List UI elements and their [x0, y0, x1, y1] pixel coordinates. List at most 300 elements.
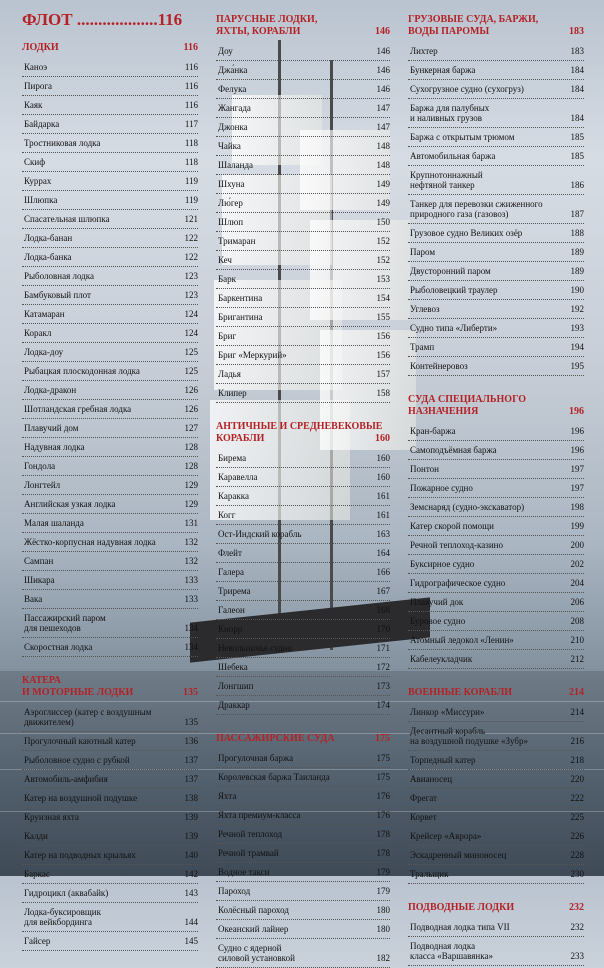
- toc-entry: [408, 650, 584, 669]
- toc-entry-label: Судно типа «Либерти»: [410, 323, 498, 333]
- toc-entry-label: Пароход: [218, 886, 251, 896]
- toc-entry: [216, 384, 390, 403]
- toc-entry: [22, 884, 198, 903]
- toc-entry: [408, 281, 584, 300]
- toc-entry: [22, 903, 198, 932]
- toc-entry-label: Джонка: [218, 122, 248, 132]
- toc-entry-label: Галера: [218, 567, 245, 577]
- toc-entry-page: 189: [570, 266, 584, 276]
- toc-entry-page: 158: [376, 388, 390, 398]
- toc-entry-label: Корвет: [410, 812, 437, 822]
- toc-entry-page: 146: [376, 84, 390, 94]
- toc-entry-page: 146: [376, 46, 390, 56]
- toc-entry: [216, 658, 390, 677]
- toc-entry-label: Куррах: [24, 176, 52, 186]
- toc-entry: [216, 901, 390, 920]
- toc-entry-page: 119: [184, 176, 198, 186]
- toc-entry: [408, 357, 584, 376]
- toc-entry: [22, 703, 198, 732]
- toc-entry-page: 146: [376, 65, 390, 75]
- toc-entry-label: Баржа с открытым трюмом: [410, 132, 515, 142]
- toc-entry-label: Шикара: [24, 575, 55, 585]
- toc-entry-label: Атомный ледокол «Ленин»: [410, 635, 514, 645]
- toc-entry-label: Океанский лайнер: [218, 924, 289, 934]
- toc-entry: [22, 210, 198, 229]
- toc-entry-label: Буксирное судно: [410, 559, 475, 569]
- section-heading-line: АНТИЧНЫЕ И СРЕДНЕВЕКОВЫЕ: [216, 421, 383, 432]
- toc-entry: [408, 631, 584, 650]
- toc-entry-label: Баркентина: [218, 293, 263, 303]
- toc-entry: [22, 789, 198, 808]
- toc-entry-page: 155: [376, 312, 390, 322]
- toc-entry: [216, 582, 390, 601]
- toc-entry-page: 123: [184, 271, 198, 281]
- toc-entry-page: 147: [376, 103, 390, 113]
- toc-entry-page: 121: [184, 214, 198, 224]
- toc-entry-label: Бриг «Меркурий»: [218, 350, 287, 360]
- toc-entry: [216, 42, 390, 61]
- toc-entry: [22, 827, 198, 846]
- toc-entry-label: Баркас: [24, 869, 50, 879]
- toc-entry-page: 178: [376, 848, 390, 858]
- toc-entry: [216, 327, 390, 346]
- section-heading: [216, 733, 390, 745]
- toc-entry-label: Королевская баржа Таиланда: [218, 772, 330, 782]
- toc-entry-page: 228: [570, 850, 584, 860]
- section-heading: [408, 687, 584, 699]
- toc-entry-page: 128: [184, 461, 198, 471]
- toc-entry-page: 127: [184, 423, 198, 433]
- toc-entry-page: 124: [184, 309, 198, 319]
- toc-entry-page: 222: [570, 793, 584, 803]
- toc-entry-label: Бриг: [218, 331, 237, 341]
- toc-entry-page: 148: [376, 141, 390, 151]
- toc-entry-page: 188: [570, 228, 584, 238]
- toc-entry: [22, 96, 198, 115]
- toc-entry-page: 226: [570, 831, 584, 841]
- section-heading-line: И МОТОРНЫЕ ЛОДКИ: [22, 687, 134, 698]
- toc-entry-page: 161: [376, 491, 390, 501]
- toc-entry-label: Паром: [410, 247, 436, 257]
- toc-entry-label: Тримаран: [218, 236, 256, 246]
- toc-entry-label: и наливных грузов: [410, 113, 482, 123]
- toc-entry-page: 160: [376, 472, 390, 482]
- toc-entry-page: 179: [376, 886, 390, 896]
- toc-entry-page: 200: [570, 540, 584, 550]
- toc-entry-page: 180: [376, 905, 390, 915]
- toc-entry: [22, 751, 198, 770]
- toc-entry-label: Катер на воздушной подушке: [24, 793, 138, 803]
- toc-entry-label: Буровое судно: [410, 616, 466, 626]
- section-gap: [408, 669, 584, 687]
- toc-entry-label: Крейсер «Аврора»: [410, 831, 482, 841]
- toc-entry-label: Невольничье судно: [218, 643, 292, 653]
- toc-entry-label: Рыболовная лодка: [24, 271, 94, 281]
- toc-entry-page: 128: [184, 442, 198, 452]
- toc-entry-page: 122: [184, 233, 198, 243]
- toc-entry-page: 125: [184, 347, 198, 357]
- toc-entry-label: Лодка-буксировщик: [24, 907, 101, 917]
- toc-entry: [216, 308, 390, 327]
- toc-entry-label: Каноэ: [24, 62, 48, 72]
- toc-entry: [216, 468, 390, 487]
- toc-entry-page: 232: [570, 922, 584, 932]
- toc-entry-label: Жангада: [218, 103, 251, 113]
- toc-entry: [22, 305, 198, 324]
- toc-entry-label: Галеон: [218, 605, 245, 615]
- toc-entry: [216, 601, 390, 620]
- section-page-number: 196: [569, 406, 584, 417]
- toc-entry-label: Фелука: [218, 84, 247, 94]
- toc-entry: [22, 58, 198, 77]
- toc-entry-label: Бирема: [218, 453, 247, 463]
- toc-entry: [22, 400, 198, 419]
- toc-entry-page: 225: [570, 812, 584, 822]
- toc-entry-label: Углевоз: [410, 304, 440, 314]
- toc-entry-page: 147: [376, 122, 390, 132]
- toc-entry: [408, 147, 584, 166]
- toc-entry-label: для вейкбординга: [24, 917, 92, 927]
- toc-entry: [408, 338, 584, 357]
- toc-entry: [22, 590, 198, 609]
- toc-entry-page: 184: [570, 84, 584, 94]
- toc-entry-page: 134: [184, 642, 198, 652]
- toc-entry: [22, 267, 198, 286]
- toc-entry-label: Барк: [218, 274, 237, 284]
- section-heading-line: ВОДЫ ПАРОМЫ: [408, 26, 490, 37]
- toc-entry-page: 206: [570, 597, 584, 607]
- section-heading-line: СУДА СПЕЦИАЛЬНОГО: [408, 394, 526, 405]
- toc-entry: [408, 593, 584, 612]
- toc-entry-label: класса «Варшавянка»: [410, 951, 493, 961]
- section-page-number: 160: [375, 433, 390, 444]
- toc-entry: [408, 789, 584, 808]
- toc-entry-page: 116: [184, 62, 198, 72]
- toc-entry-page: 152: [376, 255, 390, 265]
- toc-entry: [216, 620, 390, 639]
- toc-entry-label: Десантный корабль: [410, 726, 486, 736]
- toc-entry-label: Пассажирский паром: [24, 613, 106, 623]
- toc-entry: [22, 808, 198, 827]
- section-page-number: 175: [375, 733, 390, 744]
- toc-entry-page: 172: [376, 662, 390, 672]
- toc-entry-label: Джа́нка: [218, 65, 248, 75]
- toc-entry-label: Крупнотоннажный: [410, 170, 483, 180]
- toc-entry-label: движителем): [24, 717, 74, 727]
- toc-entry-label: Бамбуковый плот: [24, 290, 91, 300]
- toc-entry-page: 138: [184, 793, 198, 803]
- toc-entry-page: 144: [184, 917, 198, 927]
- toc-entry-label: Аэроглиссер (катер с воздушным: [24, 707, 152, 717]
- toc-entry-page: 214: [570, 707, 584, 717]
- toc-entry-page: 186: [570, 180, 584, 190]
- toc-entry: [216, 365, 390, 384]
- toc-entry: [408, 224, 584, 243]
- toc-entry: [216, 525, 390, 544]
- section-heading-line: ГРУЗОВЫЕ СУДА, БАРЖИ,: [408, 14, 539, 25]
- toc-entry-label: на воздушной подушке «Зубр»: [410, 736, 528, 746]
- toc-entry: [216, 563, 390, 582]
- section-heading-line: КОРАБЛИ: [216, 433, 265, 444]
- toc-entry-label: Яхта премиум-класса: [218, 810, 301, 820]
- toc-entry-label: Катер скорой помощи: [410, 521, 494, 531]
- toc-entry-page: 152: [376, 236, 390, 246]
- toc-entry-page: 163: [376, 529, 390, 539]
- toc-entry-page: 160: [376, 453, 390, 463]
- toc-entry: [22, 134, 198, 153]
- section-page-number: 214: [569, 687, 584, 698]
- toc-entry: [216, 920, 390, 939]
- toc-entry: [22, 172, 198, 191]
- toc-entry-label: Лодка-доу: [24, 347, 64, 357]
- section-gap: [216, 403, 390, 421]
- toc-entry-label: Катер на подводных крыльях: [24, 850, 136, 860]
- toc-entry-page: 199: [570, 521, 584, 531]
- toc-entry-label: Баржа для палубных: [410, 103, 490, 113]
- toc-entry-page: 132: [184, 556, 198, 566]
- toc-entry: [22, 248, 198, 267]
- toc-entry-page: 137: [184, 755, 198, 765]
- toc-entry-page: 119: [184, 195, 198, 205]
- toc-entry-label: Рыболовное судно с рубкой: [24, 755, 130, 765]
- toc-entry-page: 156: [376, 350, 390, 360]
- toc-entry-label: Лихтер: [410, 46, 438, 56]
- toc-entry: [216, 506, 390, 525]
- toc-entry: [216, 939, 390, 968]
- toc-entry: [22, 552, 198, 571]
- toc-entry-page: 148: [376, 160, 390, 170]
- toc-entry-label: Гидрографическое судно: [410, 578, 506, 588]
- toc-entry-page: 116: [184, 81, 198, 91]
- toc-entry-label: Шебека: [218, 662, 248, 672]
- toc-entry-page: 220: [570, 774, 584, 784]
- toc-entry: [216, 118, 390, 137]
- toc-entry-label: Жёстко-корпусная надувная лодка: [24, 537, 156, 547]
- toc-entry-label: Плавучий док: [410, 597, 464, 607]
- toc-entry-page: 197: [570, 464, 584, 474]
- toc-entry-label: Драккар: [218, 700, 250, 710]
- toc-entry-label: нефтяной танкер: [410, 180, 475, 190]
- toc-entry: [408, 300, 584, 319]
- section-page-number: 116: [183, 42, 198, 53]
- toc-entry: [22, 419, 198, 438]
- toc-entry: [216, 787, 390, 806]
- toc-entry: [216, 639, 390, 658]
- toc-entry: [408, 319, 584, 338]
- toc-entry-label: Автомобиль-амфибия: [24, 774, 108, 784]
- toc-entry-label: Шаланда: [218, 160, 254, 170]
- toc-entry-label: Автомобильная баржа: [410, 151, 496, 161]
- toc-entry-label: Грузовое судно Великих озёр: [410, 228, 523, 238]
- section-heading-line: ЯХТЫ, КОРАБЛИ: [216, 26, 301, 37]
- toc-entry: [408, 937, 584, 966]
- toc-entry: [408, 770, 584, 789]
- toc-entry-page: 212: [570, 654, 584, 664]
- section-gap: [22, 657, 198, 675]
- toc-entry-page: 126: [184, 404, 198, 414]
- toc-column-1: [22, 0, 198, 951]
- toc-entry: [216, 882, 390, 901]
- toc-entry: [408, 128, 584, 147]
- toc-entry: [22, 476, 198, 495]
- toc-entry: [408, 479, 584, 498]
- toc-entry: [408, 517, 584, 536]
- toc-entry-label: для пешеходов: [24, 623, 81, 633]
- toc-entry: [216, 696, 390, 715]
- toc-entry-label: Надувная лодка: [24, 442, 85, 452]
- toc-entry-page: 230: [570, 869, 584, 879]
- toc-entry: [22, 457, 198, 476]
- toc-entry: [408, 422, 584, 441]
- section-heading-line: ПОДВОДНЫЕ ЛОДКИ: [408, 902, 515, 913]
- toc-entry-page: 153: [376, 274, 390, 284]
- toc-entry: [22, 770, 198, 789]
- section-page-number: 135: [183, 687, 198, 698]
- toc-entry-page: 129: [184, 499, 198, 509]
- section-heading-line: КАТЕРА: [22, 675, 61, 686]
- toc-entry-page: 131: [184, 518, 198, 528]
- toc-entry-label: Ладья: [218, 369, 241, 379]
- toc-entry: [216, 270, 390, 289]
- toc-entry-page: 124: [184, 328, 198, 338]
- toc-entry-label: Танкер для перевозки сжиженного: [410, 199, 543, 209]
- toc-entry-label: Авианосец: [410, 774, 453, 784]
- toc-entry-page: 157: [376, 369, 390, 379]
- toc-entry-label: Судно с ядерной: [218, 943, 282, 953]
- toc-entry-label: Понтон: [410, 464, 439, 474]
- toc-entry-page: 185: [570, 132, 584, 142]
- toc-entry-page: 154: [376, 293, 390, 303]
- toc-entry-page: 145: [184, 936, 198, 946]
- toc-entry-label: Лю́гер: [218, 198, 243, 208]
- toc-entry-label: Бригантина: [218, 312, 263, 322]
- toc-entry-label: Шотландская гребная лодка: [24, 404, 132, 414]
- toc-entry-label: природного газа (газовоз): [410, 209, 509, 219]
- section-page-number: 183: [569, 26, 584, 37]
- toc-entry: [216, 487, 390, 506]
- toc-entry-page: 149: [376, 198, 390, 208]
- toc-entry: [22, 229, 198, 248]
- toc-entry-label: Трирема: [218, 586, 251, 596]
- toc-entry-label: Речной теплоход: [218, 829, 283, 839]
- toc-column-2: [216, 14, 390, 968]
- toc-entry-label: Каравелла: [218, 472, 258, 482]
- toc-entry-page: 150: [376, 217, 390, 227]
- toc-entry: [216, 99, 390, 118]
- toc-entry-label: Бункерная баржа: [410, 65, 476, 75]
- toc-entry: [22, 381, 198, 400]
- toc-entry-label: Байдарка: [24, 119, 60, 129]
- toc-entry-label: Пирога: [24, 81, 53, 91]
- toc-entry: [22, 115, 198, 134]
- toc-entry-label: Кабелеукладчик: [410, 654, 473, 664]
- toc-entry: [216, 137, 390, 156]
- toc-entry-label: Колёсный пароход: [218, 905, 289, 915]
- toc-entry-label: Спасательная шлюпка: [24, 214, 110, 224]
- toc-entry: [22, 191, 198, 210]
- toc-entry: [408, 460, 584, 479]
- toc-entry-label: Лонгшип: [218, 681, 254, 691]
- toc-entry-label: Фрегат: [410, 793, 437, 803]
- toc-entry-page: 185: [570, 151, 584, 161]
- toc-entry-page: 210: [570, 635, 584, 645]
- toc-entry-label: Клипер: [218, 388, 247, 398]
- toc-entry: [408, 865, 584, 884]
- section-heading-line: ЛОДКИ: [22, 42, 59, 53]
- toc-entry-page: 176: [376, 791, 390, 801]
- section-heading: [408, 14, 584, 38]
- toc-entry-label: Коракл: [24, 328, 52, 338]
- toc-entry: [408, 80, 584, 99]
- toc-entry-page: 173: [376, 681, 390, 691]
- toc-entry-page: 139: [184, 831, 198, 841]
- toc-entry: [216, 232, 390, 251]
- toc-entry: [22, 77, 198, 96]
- toc-entry-label: Лодка-дракон: [24, 385, 77, 395]
- toc-entry: [216, 544, 390, 563]
- toc-entry-page: 116: [184, 100, 198, 110]
- toc-entry-label: Линкор «Миссури»: [410, 707, 485, 717]
- toc-entry-page: 133: [184, 575, 198, 585]
- toc-entry: [408, 827, 584, 846]
- toc-entry-page: 140: [184, 850, 198, 860]
- toc-entry: [216, 677, 390, 696]
- toc-entry-label: Гайсер: [24, 936, 51, 946]
- toc-entry-page: 218: [570, 755, 584, 765]
- toc-entry-page: 122: [184, 252, 198, 262]
- toc-entry-page: 164: [376, 548, 390, 558]
- toc-entry: [216, 346, 390, 365]
- toc-entry-page: 129: [184, 480, 198, 490]
- toc-entry-page: 180: [376, 924, 390, 934]
- toc-entry: [22, 732, 198, 751]
- toc-entry-label: Водное такси: [218, 867, 270, 877]
- toc-entry-page: 134: [184, 623, 198, 633]
- toc-entry-page: 168: [376, 605, 390, 615]
- toc-entry-label: Шхуна: [218, 179, 245, 189]
- section-heading: [22, 42, 198, 54]
- toc-entry-page: 161: [376, 510, 390, 520]
- toc-entry-page: 202: [570, 559, 584, 569]
- toc-entry-label: Круизная яхта: [24, 812, 79, 822]
- toc-entry: [22, 153, 198, 172]
- toc-entry-page: 194: [570, 342, 584, 352]
- section-gap: [408, 376, 584, 394]
- toc-entry-page: 204: [570, 578, 584, 588]
- toc-entry-page: 216: [570, 736, 584, 746]
- toc-entry-label: силовой установкой: [218, 953, 295, 963]
- toc-entry: [216, 80, 390, 99]
- toc-entry-label: Тростниковая лодка: [24, 138, 101, 148]
- toc-entry-page: 156: [376, 331, 390, 341]
- toc-entry: [216, 844, 390, 863]
- toc-entry-page: 196: [570, 445, 584, 455]
- toc-entry: [408, 262, 584, 281]
- toc-entry-page: 175: [376, 772, 390, 782]
- toc-entry: [216, 749, 390, 768]
- toc-entry-page: 142: [184, 869, 198, 879]
- section-heading-line: ВОЕННЫЕ КОРАБЛИ: [408, 687, 513, 698]
- toc-entry-page: 143: [184, 888, 198, 898]
- toc-entry-page: 133: [184, 594, 198, 604]
- toc-entry-label: Вака: [24, 594, 43, 604]
- toc-entry: [408, 555, 584, 574]
- toc-entry-label: Каяк: [24, 100, 43, 110]
- toc-entry: [22, 571, 198, 590]
- toc-entry-label: Гидроцикл (аквабайк): [24, 888, 109, 898]
- toc-entry-label: Эскадренный миноносец: [410, 850, 507, 860]
- toc-entry-label: Английская узкая лодка: [24, 499, 116, 509]
